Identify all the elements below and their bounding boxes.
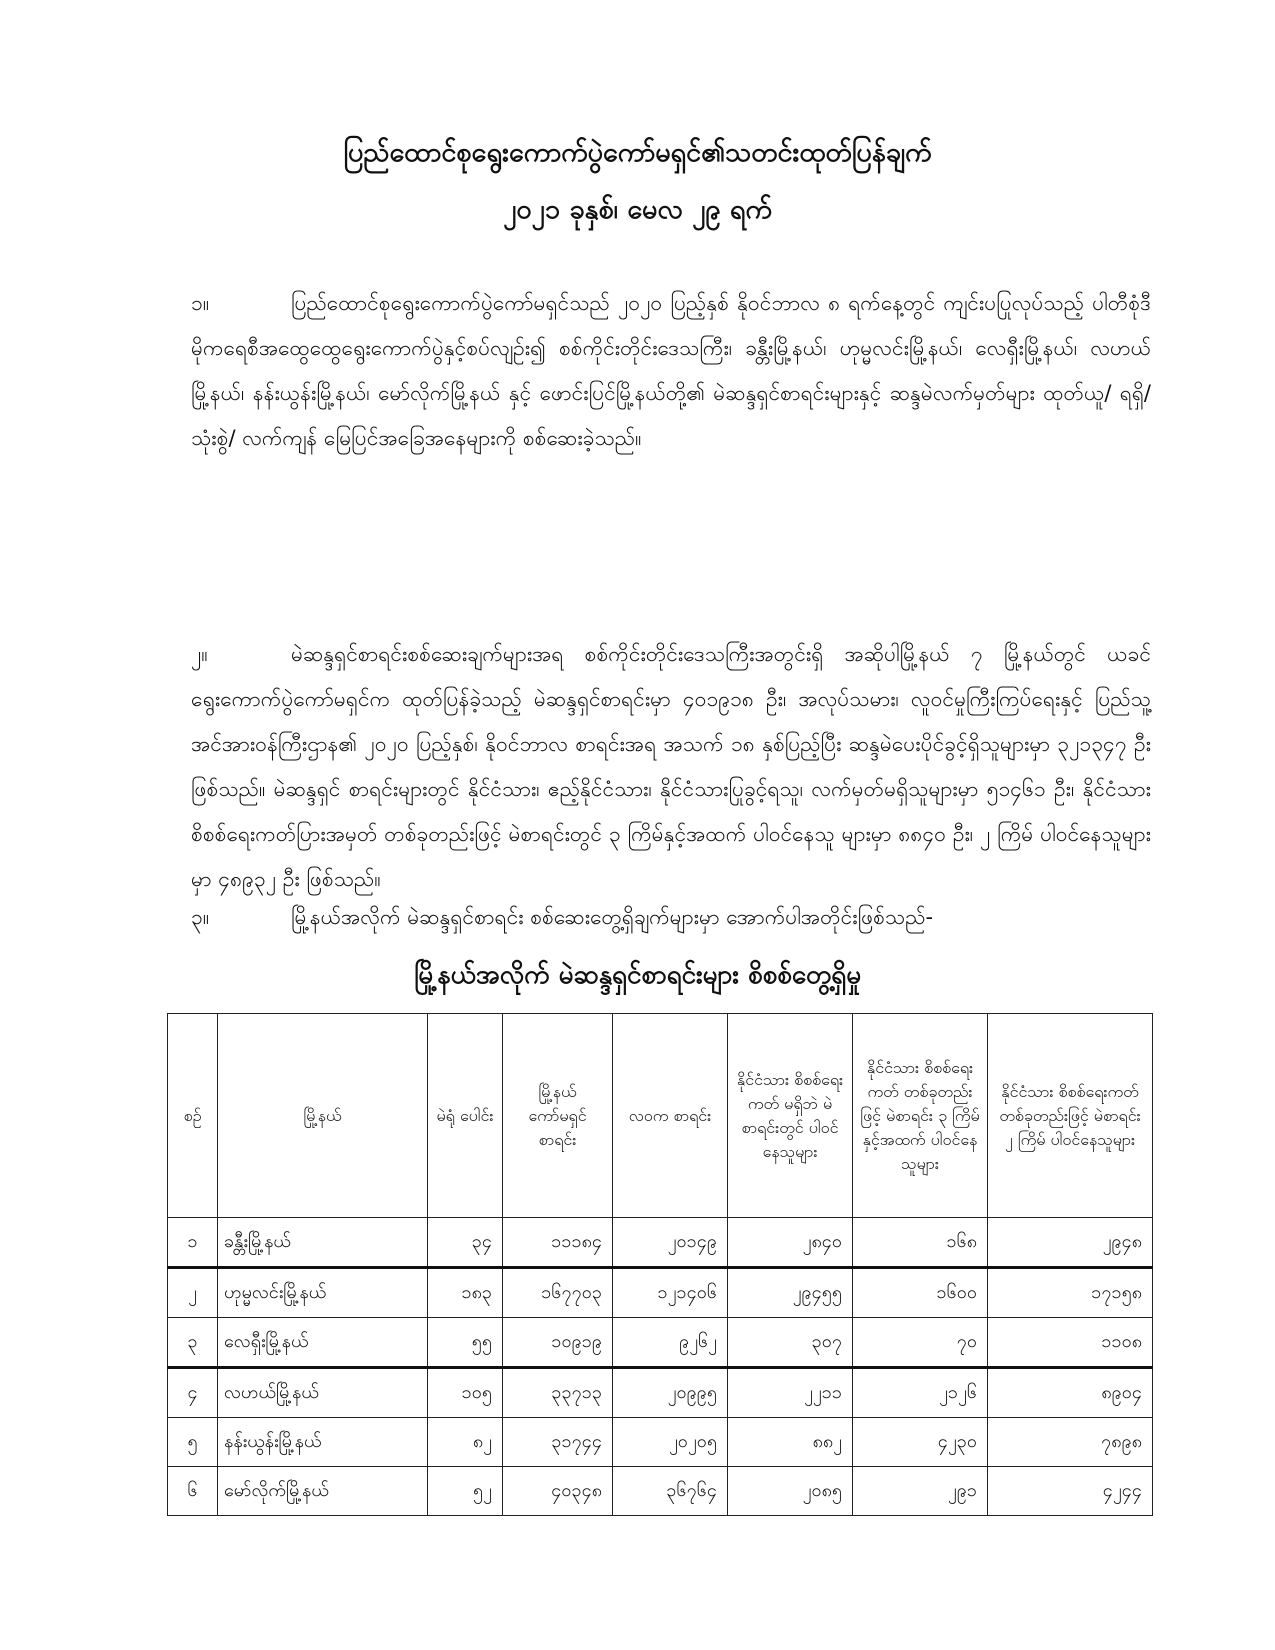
table-row xyxy=(168,1418,1153,1467)
cell-immigration-list: ၂၀၉၉၅ xyxy=(613,1368,728,1418)
paragraph-text: မဲဆန္ဒရှင်စာရင်းစစ်ဆေးချက်များအရ စစ်ကိုင်းတိုင်းဒေသကြီးအတွင်းရှိ အဆိုပါမြို့နယ် ၇ မြို့နယ်တွင် ယခင် ရွေးကောက်ပွဲကော်မရှင်က ထုတ်ပြန်ခဲ့သည့် မဲဆန္ဒရှင်စာရင်းမှာ ၄၀၁၉၁၈ ဦး၊ အလုပ်သမား၊ လူဝင်မှုကြီးကြပ်ရေးနှင့် ပြည်သူ့အင်အားဝန်ကြီးဌာန၏ ၂၀၂၀ ပြည့်နှစ်၊ နိုဝင်ဘာလ စာရင်းအရ အသက် ၁၈ နှစ်ပြည့်ပြီး ဆန္ဒမဲပေးပိုင်ခွင့်ရှိသူများမှာ ၃၂၁၃၄၇ ဦး ဖြစ်သည်။ မဲဆန္ဒရှင် စာရင်းများတွင် နိုင်ငံသား၊ ဧည့်နိုင်ငံသား၊ နိုင်ငံသားပြုခွင့်ရသူ၊ လက်မှတ်မရှိသူများမှာ ၅၁၄၆၁ ဦး၊ နိုင်ငံသားစိစစ်ရေးကတ်ပြားအမှတ် တစ်ခုတည်းဖြင့် မဲစာရင်းတွင် ၃ ကြိမ်နှင့်အထက် ပါဝင်နေသူ များမှာ ၈၈၄၀ ဦး၊ ၂ ကြိမ် ပါဝင်နေသူများမှာ ၄၈၉၃၂ ဦး ဖြစ်သည်။ xyxy=(191,642,1151,891)
cell-commission-list: ၄၀၃၄၈ xyxy=(503,1467,613,1516)
cell-immigration-list: ၃၆၇၆၄ xyxy=(613,1467,728,1516)
cell-township: နန်းယွန်းမြို့နယ် xyxy=(218,1418,428,1467)
cell-township: ဟုမ္မလင်းမြို့နယ် xyxy=(218,1268,428,1318)
paragraph-number: ၃။ xyxy=(191,905,210,929)
cell-serial: ၃ xyxy=(168,1318,218,1368)
cell-two-times: ၈၉၀၄ xyxy=(988,1368,1153,1418)
cell-three-plus-times: ၁၆၈ xyxy=(853,1218,988,1268)
cell-two-times: ၂၉၄၈ xyxy=(988,1218,1153,1268)
township-voter-list-table xyxy=(167,1013,1153,1516)
cell-commission-list: ၃၃၇၁၃ xyxy=(503,1368,613,1418)
cell-serial: ၁ xyxy=(168,1218,218,1268)
paragraph-3 xyxy=(191,895,1151,940)
paragraph-text: ပြည်ထောင်စုရွေးကောက်ပွဲကော်မရှင်သည် ၂၀၂၀ ပြည့်နှစ် နိုဝင်ဘာလ ၈ ရက်နေ့တွင် ကျင်းပပြုလုပ်သည့် ပါတီစုံဒီမိုကရေစီအထွေထွေရွေးကောက်ပွဲနှင့်စပ်လျဉ်း၍ စစ်ကိုင်းတိုင်းဒေသကြီး၊ ခန္တီးမြို့နယ်၊ ဟုမ္မလင်းမြို့နယ်၊ လေရှီးမြို့နယ်၊ လဟယ်မြို့နယ်၊ နန်းယွန်းမြို့နယ်၊ မော်လိုက်မြို့နယ် နှင့် ဖောင်းပြင်မြို့နယ်တို့၏ မဲဆန္ဒရှင်စာရင်းများနှင့် ဆန္ဒမဲလက်မှတ်များ ထုတ်ယူ/ ရရှိ/ သုံးစွဲ/ လက်ကျန် မြေပြင်အခြေအနေများကို စစ်ဆေးခဲ့သည်။ xyxy=(191,291,1151,450)
cell-immigration-list: ၉၂၆၂ xyxy=(613,1318,728,1368)
document-date: ၂၀၂၁ ခုနှစ်၊ မေလ ၂၉ ရက် xyxy=(503,194,772,225)
table-row xyxy=(168,1218,1153,1268)
column-header-commission-list: မြို့နယ် ကော်မရှင် စာရင်း xyxy=(503,1014,613,1218)
cell-immigration-list: ၁၂၁၄၀၆ xyxy=(613,1268,728,1318)
cell-serial: ၄ xyxy=(168,1368,218,1418)
cell-no-id-card: ၃၀၇ xyxy=(728,1318,853,1368)
cell-commission-list: ၃၁၇၄၄ xyxy=(503,1418,613,1467)
cell-serial: ၂ xyxy=(168,1268,218,1318)
cell-three-plus-times: ၇၀ xyxy=(853,1318,988,1368)
cell-polling-stations: ၅၅ xyxy=(428,1318,503,1368)
cell-two-times: ၁၁၀၈ xyxy=(988,1318,1153,1368)
cell-polling-stations: ၁၈၃ xyxy=(428,1268,503,1318)
table-row xyxy=(168,1467,1153,1516)
cell-no-id-card: ၂၈၄၀ xyxy=(728,1218,853,1268)
cell-three-plus-times: ၂၁၂၆ xyxy=(853,1368,988,1418)
cell-no-id-card: ၈၈၂ xyxy=(728,1418,853,1467)
cell-two-times: ၄၂၄၄ xyxy=(988,1467,1153,1516)
table-row xyxy=(168,1268,1153,1318)
column-header-serial: စဉ် xyxy=(168,1014,218,1218)
cell-two-times: ၇၈၉၈ xyxy=(988,1418,1153,1467)
cell-no-id-card: ၂၉၄၅၅ xyxy=(728,1268,853,1318)
cell-township: မော်လိုက်မြို့နယ် xyxy=(218,1467,428,1516)
column-header-two-times: နိုင်ငံသား စိစစ်ရေးကတ် တစ်ခုတည်းဖြင့် မဲစာရင်း ၂ ကြိမ် ပါဝင်နေသူများ xyxy=(988,1014,1153,1218)
paragraph-number: ၂။ xyxy=(191,642,208,666)
cell-immigration-list: ၂၀၂၀၅ xyxy=(613,1418,728,1467)
cell-two-times: ၁၇၁၅၈ xyxy=(988,1268,1153,1318)
cell-serial: ၆ xyxy=(168,1467,218,1516)
cell-polling-stations: ၅၂ xyxy=(428,1467,503,1516)
paragraph-2 xyxy=(191,632,1151,902)
table-row xyxy=(168,1368,1153,1418)
cell-three-plus-times: ၂၉၁ xyxy=(853,1467,988,1516)
cell-three-plus-times: ၄၂၃၀ xyxy=(853,1418,988,1467)
table-title: မြို့နယ်အလိုက် မဲဆန္ဒရှင်စာရင်းများ စိစစ်တွေ့ရှိမှု xyxy=(413,960,862,990)
column-header-township: မြို့နယ် xyxy=(218,1014,428,1218)
cell-commission-list: ၁၁၁၈၄ xyxy=(503,1218,613,1268)
cell-township: ခန္တီးမြို့နယ် xyxy=(218,1218,428,1268)
cell-three-plus-times: ၁၆၀၀ xyxy=(853,1268,988,1318)
cell-commission-list: ၁၀၉၁၉ xyxy=(503,1318,613,1368)
column-header-immigration-list: လဝက စာရင်း xyxy=(613,1014,728,1218)
column-header-three-plus-times: နိုင်ငံသား စိစစ်ရေးကတ် တစ်ခုတည်းဖြင့် မဲစာရင်း ၃ ကြိမ် နှင့်အထက် ပါဝင်နေသူများ xyxy=(853,1014,988,1218)
cell-immigration-list: ၂၀၁၄၉ xyxy=(613,1218,728,1268)
cell-polling-stations: ၁၀၅ xyxy=(428,1368,503,1418)
cell-commission-list: ၁၆၇၇၀၃ xyxy=(503,1268,613,1318)
cell-polling-stations: ၈၂ xyxy=(428,1418,503,1467)
paragraph-number: ၁။ xyxy=(191,291,210,315)
cell-township: လေရှီးမြို့နယ် xyxy=(218,1318,428,1368)
column-header-polling-stations: မဲရုံ ပေါင်း xyxy=(428,1014,503,1218)
cell-polling-stations: ၃၄ xyxy=(428,1218,503,1268)
table-row xyxy=(168,1318,1153,1368)
document-title: ပြည်ထောင်စုရွေးကောက်ပွဲကော်မရှင်၏သတင်းထုတ်ပြန်ချက် xyxy=(343,137,932,168)
cell-no-id-card: ၂၂၁၁ xyxy=(728,1368,853,1418)
paragraph-text: မြို့နယ်အလိုက် မဲဆန္ဒရှင်စာရင်း စစ်ဆေးတွေ့ရှိချက်များမှာ အောက်ပါအတိုင်းဖြစ်သည်- xyxy=(291,905,934,929)
cell-township: လဟယ်မြို့နယ် xyxy=(218,1368,428,1418)
cell-no-id-card: ၂၀၈၅ xyxy=(728,1467,853,1516)
paragraph-1 xyxy=(191,281,1151,461)
column-header-no-id-card: နိုင်ငံသား စိစစ်ရေးကတ် မရှိဘဲ မဲစာရင်းတွင် ပါဝင်နေသူများ xyxy=(728,1014,853,1218)
cell-serial: ၅ xyxy=(168,1418,218,1467)
table-header-row xyxy=(168,1014,1153,1218)
